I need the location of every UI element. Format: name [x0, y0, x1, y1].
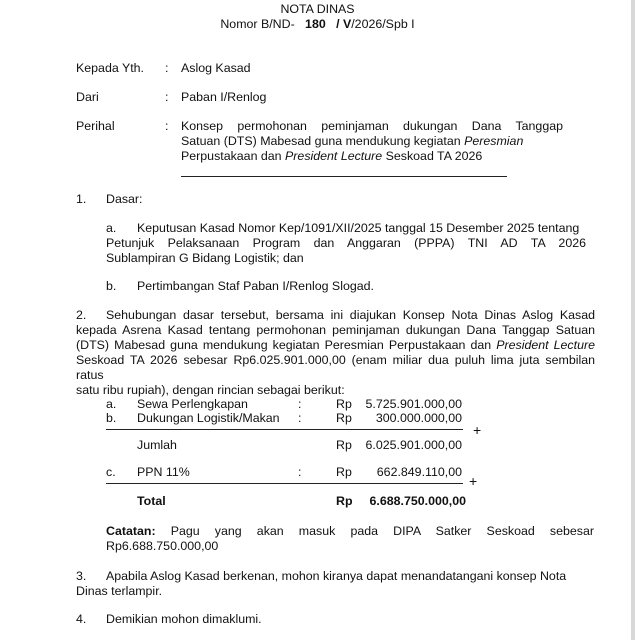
number-slash: / — [336, 17, 340, 31]
section-3-line-2: Dinas terlampir. — [76, 584, 163, 598]
perihal-line-3: Perpustakaan dan President Lecture Seskoad TA 2026 — [181, 149, 483, 163]
jumlah-currency: Rp — [336, 438, 352, 452]
kepada-colon: : — [165, 61, 169, 75]
budget-row-b-amount: 300.000.000,00 — [375, 411, 462, 425]
kepada-label: Kepada Yth. — [76, 61, 144, 75]
section-2-line-5: satu ribu rupiah), dengan rincian sebagai berikut: — [76, 383, 345, 397]
section-3-line-1: Apabila Aslog Kasad berkenan, mohon kiranya dapat menandatangani konsep Nota — [106, 569, 567, 583]
number-suffix: /2026/Spb I — [351, 17, 415, 31]
section-2-line-2: kepada Asrena Kasad tentang permohonan peminjaman dukungan Dana Tanggap Satuan — [76, 323, 595, 337]
kepada-value: Aslog Kasad — [181, 61, 251, 75]
section-2-line-3: (DTS) Mabesad guna mendukung kegiatan Peresmian Perpustakaan dan President Lecture — [76, 338, 595, 352]
perihal-underline — [181, 176, 507, 177]
budget-row-b-colon: : — [298, 411, 302, 425]
number-prefix: Nomor B/ND- — [220, 17, 295, 31]
section-1a-line-1: Keputusan Kasad Nomor Kep/1091/XII/2025 tanggal 15 Desember 2025 tentang — [137, 221, 580, 235]
budget-row-a-colon: : — [298, 397, 302, 411]
section-1-title: Dasar: — [106, 192, 143, 206]
total-rule — [106, 483, 463, 484]
section-2-line-4: Seskoad TA 2026 sebesar Rp6.025.901.000,00 (enam miliar dua puluh lima juta sembilan ratus — [76, 353, 595, 382]
perihal-label: Perihal — [76, 119, 115, 133]
section-4-text: Demikian mohon dimaklumi. — [106, 612, 262, 626]
budget-row-b-label: Dukungan Logistik/Makan — [137, 411, 280, 425]
section-1b-marker: b. — [106, 279, 117, 293]
section-1a-marker: a. — [106, 221, 117, 235]
jumlah-amount: 6.025.901.000,00 — [365, 438, 462, 452]
dari-colon: : — [165, 90, 169, 104]
section-1a-line-2: Petunjuk Pelaksanaan Program dan Anggaran (PPPA) TNI AD TA 2026 — [106, 236, 586, 250]
section-1a-text — [106, 221, 586, 266]
total-label: Total — [137, 494, 166, 508]
section-4-number: 4. — [76, 612, 87, 626]
catatan-note — [106, 524, 594, 554]
budget-row-a-marker: a. — [106, 397, 117, 411]
document-number — [0, 17, 635, 32]
section-2-number: 2. — [76, 308, 87, 322]
section-1a-line-3: Sublampiran G Bidang Logistik; dan — [106, 251, 304, 265]
total-plus-sign: + — [469, 473, 478, 489]
perihal-colon: : — [165, 119, 169, 133]
section-1b-text: Pertimbangan Staf Paban I/Renlog Slogad. — [137, 279, 374, 293]
budget-row-b-marker: b. — [106, 411, 117, 425]
ppn-colon: : — [298, 465, 302, 479]
subtotal-rule — [106, 429, 463, 430]
number-month: V — [342, 17, 352, 31]
dari-label: Dari — [76, 90, 99, 104]
total-currency: Rp — [336, 494, 353, 508]
ppn-currency: Rp — [336, 465, 352, 479]
section-1-number: 1. — [76, 192, 87, 206]
catatan-line-1: Catatan: Pagu yang akan masuk pada DIPA Satker Seskoad sebesar — [106, 524, 594, 538]
total-amount: 6.688.750.000,00 — [369, 494, 466, 508]
perihal-line-1: Konsep permohonan peminjaman dukungan Dana Tanggap — [181, 119, 563, 133]
ppn-marker: c. — [106, 465, 116, 479]
dari-value: Paban I/Renlog — [181, 90, 267, 104]
perihal-line-2: Satuan (DTS) Mabesad guna mendukung kegiatan Peresmian — [181, 134, 524, 148]
catatan-line-2: Rp6.688.750.000,00 — [106, 539, 219, 553]
perihal-text — [181, 119, 563, 164]
budget-row-b-currency: Rp — [336, 411, 352, 425]
budget-row-a-label: Sewa Perlengkapan — [137, 397, 248, 411]
document-title: NOTA DINAS — [280, 2, 355, 16]
section-2-line-1: Sehubungan dasar tersebut, bersama ini diajukan Konsep Nota Dinas Aslog Kasad — [106, 308, 595, 322]
page-edge — [631, 0, 635, 640]
number-value: 180 — [305, 17, 326, 31]
section-3-number: 3. — [76, 569, 87, 583]
ppn-label: PPN 11% — [137, 465, 190, 479]
subtotal-plus-sign: + — [473, 422, 482, 438]
budget-row-a-currency: Rp — [336, 397, 352, 411]
catatan-label: Catatan: — [106, 524, 156, 538]
budget-row-a-amount: 5.725.901.000,00 — [365, 397, 462, 411]
section-2-text — [76, 308, 595, 398]
jumlah-label: Jumlah — [137, 438, 177, 452]
section-3-text — [76, 569, 595, 599]
ppn-amount: 662.849.110,00 — [376, 465, 462, 479]
